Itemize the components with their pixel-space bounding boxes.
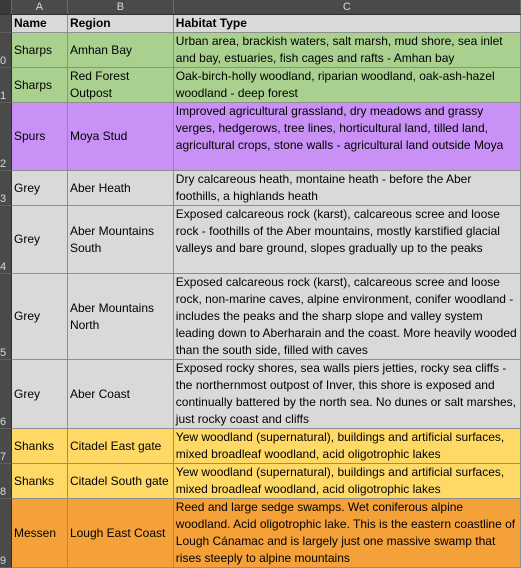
habitat-cell[interactable]: Dry calcareous heath, montaine heath - before the Aber foothills, a highlands heath	[173, 171, 520, 206]
name-cell[interactable]: Messen	[11, 499, 67, 568]
table-row	[0, 274, 521, 360]
region-cell[interactable]: Red Forest Outpost	[67, 68, 173, 103]
row-number[interactable]: 0	[0, 33, 11, 68]
region-cell[interactable]: Moya Stud	[67, 103, 173, 171]
row-number[interactable]: 1	[0, 68, 11, 103]
table-row	[0, 360, 521, 429]
name-cell[interactable]: Spurs	[11, 103, 67, 171]
habitat-cell[interactable]: Oak-birch-holly woodland, riparian woodland, oak-ash-hazel woodland - deep forest	[173, 68, 520, 103]
row-number-header[interactable]	[0, 15, 11, 33]
header-row	[0, 15, 521, 33]
header-cell-habitat[interactable]: Habitat Type	[173, 15, 520, 33]
row-number[interactable]: 9	[0, 499, 11, 568]
habitat-cell[interactable]: Urban area, brackish waters, salt marsh, mud shore, sea inlet and bay, estuaries, fish cages and rafts - Amhan bay	[173, 33, 520, 68]
region-cell[interactable]: Aber Mountains South	[67, 206, 173, 274]
select-all-corner[interactable]	[0, 0, 11, 15]
table-row	[0, 206, 521, 274]
region-cell[interactable]: Citadel South gate	[67, 464, 173, 499]
column-header-b[interactable]: B	[67, 0, 173, 15]
table-row	[0, 464, 521, 499]
table-row	[0, 68, 521, 103]
row-number[interactable]: 5	[0, 274, 11, 360]
table-row	[0, 171, 521, 206]
name-cell[interactable]: Grey	[11, 171, 67, 206]
row-number[interactable]: 3	[0, 171, 11, 206]
name-cell[interactable]: Grey	[11, 274, 67, 360]
name-cell[interactable]: Grey	[11, 206, 67, 274]
region-cell[interactable]: Citadel East gate	[67, 429, 173, 464]
habitat-cell[interactable]: Yew woodland (supernatural), buildings and artificial surfaces, mixed broadleaf woodland, acid oligotrophic lakes	[173, 464, 520, 499]
row-number[interactable]: 4	[0, 206, 11, 274]
region-cell[interactable]: Aber Mountains North	[67, 274, 173, 360]
column-header-a[interactable]: A	[11, 0, 67, 15]
habitat-cell[interactable]: Exposed rocky shores, sea walls piers jetties, rocky sea cliffs - the northernmost outpost of Inver, this shore is exposed and continually battered by the north sea. No dunes or salt marshes, just rocky coast and cliffs	[173, 360, 520, 429]
habitat-cell[interactable]: Exposed calcareous rock (karst), calcareous scree and loose rock, non-marine caves, alpine environment, conifer woodland - includes the peaks and the sharp slope and valley system leading down to Aberharain and the coast. More heavily wooded than the south side, filled with caves	[173, 274, 520, 360]
region-cell[interactable]: Lough East Coast	[67, 499, 173, 568]
region-cell[interactable]: Amhan Bay	[67, 33, 173, 68]
name-cell[interactable]: Shanks	[11, 464, 67, 499]
table-row	[0, 499, 521, 568]
table-row	[0, 33, 521, 68]
region-cell[interactable]: Aber Heath	[67, 171, 173, 206]
habitat-cell[interactable]: Reed and large sedge swamps. Wet coniferous alpine woodland. Acid oligotrophic lake. This is the eastern coastline of Lough Cánamac and is largely just one massive swamp that rises steeply to alpine mountains	[173, 499, 520, 568]
column-header-row	[0, 0, 521, 15]
name-cell[interactable]: Shanks	[11, 429, 67, 464]
name-cell[interactable]: Sharps	[11, 33, 67, 68]
habitat-cell[interactable]: Exposed calcareous rock (karst), calcareous scree and loose rock - foothills of the Aber mountains, mostly karstified glacial valleys and bare ground, slopes gradually up to the peaks	[173, 206, 520, 274]
row-number[interactable]: 2	[0, 103, 11, 171]
column-header-c[interactable]: C	[173, 0, 520, 15]
name-cell[interactable]: Grey	[11, 360, 67, 429]
habitat-cell[interactable]: Yew woodland (supernatural), buildings and artificial surfaces, mixed broadleaf woodland, acid oligotrophic lakes	[173, 429, 520, 464]
header-cell-region[interactable]: Region	[67, 15, 173, 33]
habitat-cell[interactable]: Improved agricultural grassland, dry meadows and grassy verges, hedgerows, tree lines, horticultural land, tilled land, agricultural crops, stone walls - agricultural land outside Moya	[173, 103, 520, 171]
region-cell[interactable]: Aber Coast	[67, 360, 173, 429]
row-number[interactable]: 6	[0, 360, 11, 429]
header-cell-name[interactable]: Name	[11, 15, 67, 33]
row-number[interactable]: 7	[0, 429, 11, 464]
table-row	[0, 103, 521, 171]
name-cell[interactable]: Sharps	[11, 68, 67, 103]
table-row	[0, 429, 521, 464]
row-number[interactable]: 8	[0, 464, 11, 499]
